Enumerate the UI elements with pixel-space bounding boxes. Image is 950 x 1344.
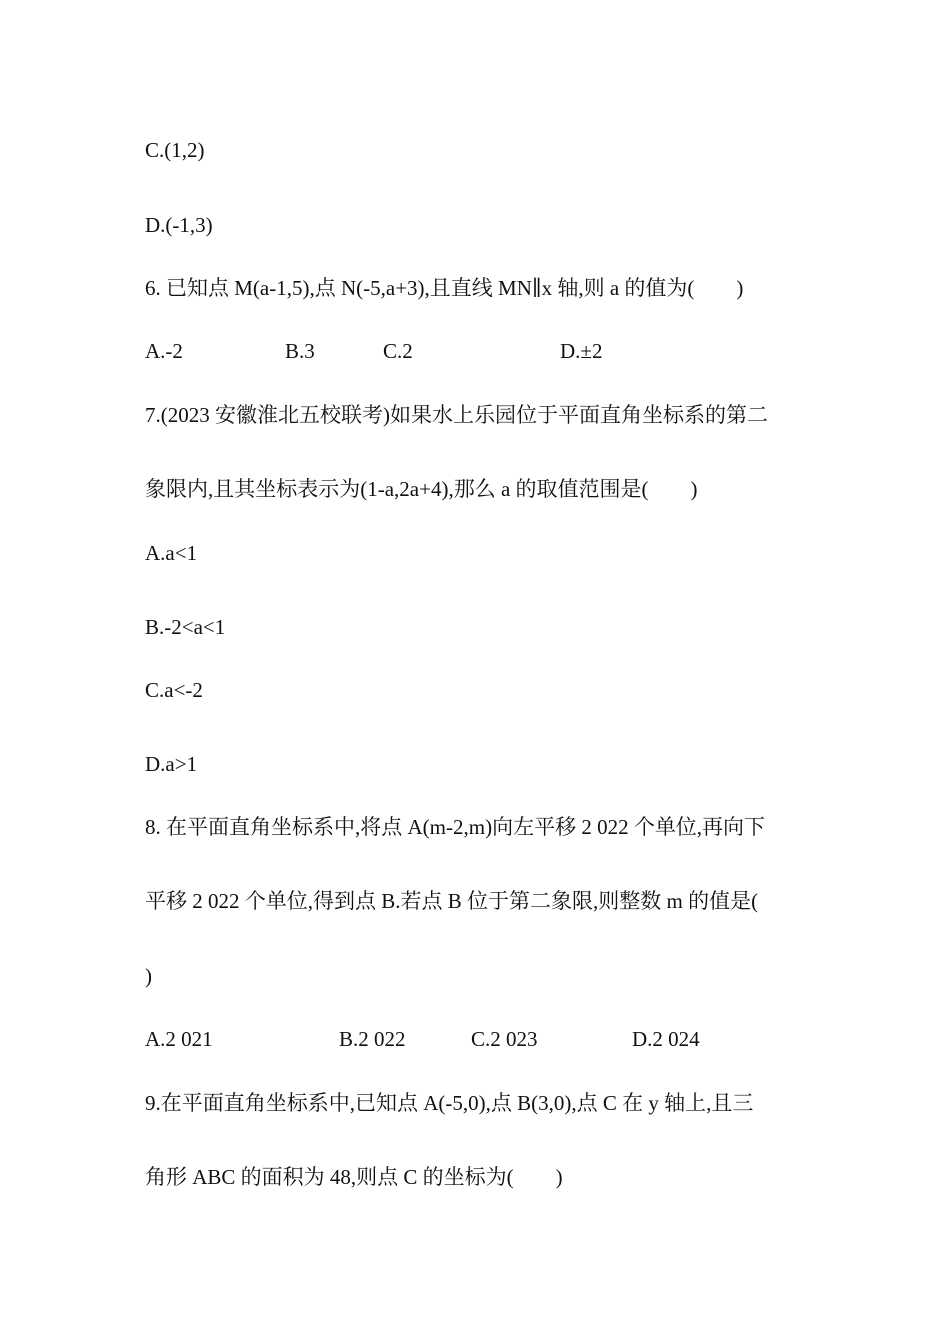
q7-stem-line-1: 7.(2023 安徽淮北五校联考)如果水上乐园位于平面直角坐标系的第二 (145, 403, 768, 427)
q7-option-b: B.-2<a<1 (145, 615, 226, 639)
q8-option-b: B.2 022 (339, 1027, 406, 1051)
q8-option-a: A.2 021 (145, 1027, 213, 1051)
q6-option-c: C.2 (383, 339, 413, 363)
q6-stem: 6. 已知点 M(a-1,5),点 N(-5,a+3),且直线 MN∥x 轴,则 a 的值为( ) (145, 276, 744, 300)
q8-option-c: C.2 023 (471, 1027, 538, 1051)
q8-stem-line-1: 8. 在平面直角坐标系中,将点 A(m-2,m)向左平移 2 022 个单位,再向下 (145, 815, 766, 839)
q7-stem-line-2: 象限内,且其坐标表示为(1-a,2a+4),那么 a 的取值范围是( ) (145, 477, 698, 501)
q7-option-a: A.a<1 (145, 541, 198, 565)
q9-stem-line-2: 角形 ABC 的面积为 48,则点 C 的坐标为( ) (145, 1165, 563, 1189)
q6-option-b: B.3 (285, 339, 315, 363)
q7-option-c: C.a<-2 (145, 678, 203, 702)
q7-option-d: D.a>1 (145, 752, 198, 776)
q5-option-d: D.(-1,3) (145, 213, 213, 237)
q6-option-a: A.-2 (145, 339, 183, 363)
q6-option-d: D.±2 (560, 339, 603, 363)
q8-stem-line-3: ) (145, 964, 152, 988)
q8-option-d: D.2 024 (632, 1027, 700, 1051)
q5-option-c: C.(1,2) (145, 138, 205, 162)
q9-stem-line-1: 9.在平面直角坐标系中,已知点 A(-5,0),点 B(3,0),点 C 在 y 轴上,且三 (145, 1091, 754, 1115)
q8-stem-line-2: 平移 2 022 个单位,得到点 B.若点 B 位于第二象限,则整数 m 的值是( (145, 889, 759, 913)
